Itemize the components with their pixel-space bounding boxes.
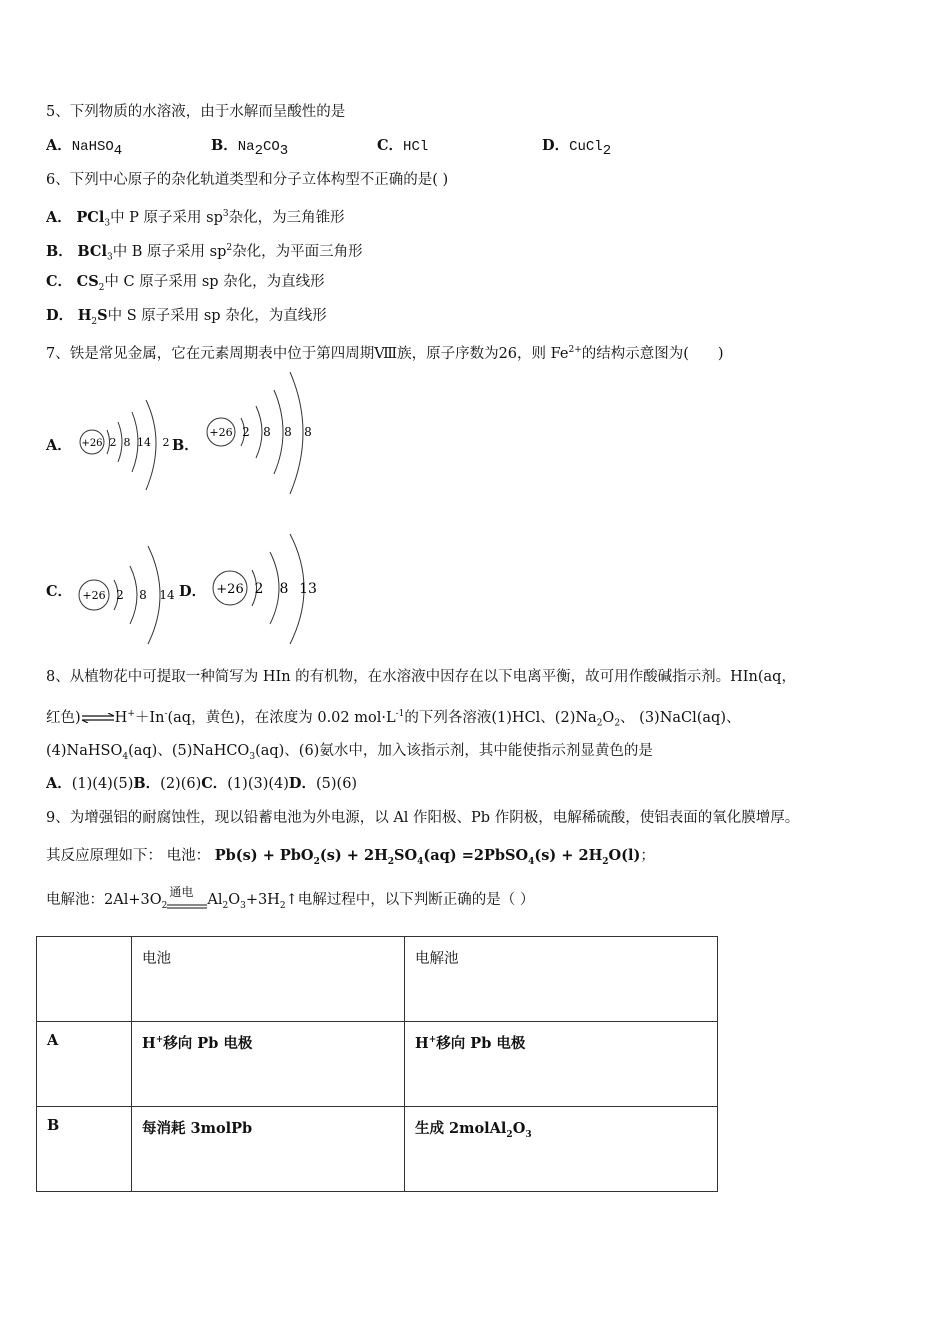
q7-option-a-letter: A．: [46, 437, 72, 454]
svg-text:+26: +26: [209, 426, 233, 439]
table-cell: B: [37, 1107, 132, 1192]
q5-stem: 5、下列物质的水溶液，由于水解而呈酸性的是: [46, 104, 346, 120]
table-cell: H+移向 Pb 电极: [132, 1022, 405, 1107]
q7-option-c-letter: C．: [46, 583, 73, 600]
svg-text:2: 2: [116, 588, 124, 602]
svg-text:2: 2: [109, 436, 117, 449]
svg-text:+26: +26: [82, 589, 106, 602]
electrolysis-arrow: 通电: [169, 884, 194, 899]
svg-text:+26: +26: [81, 438, 103, 449]
q7-option-d-letter: D．: [179, 583, 207, 600]
q6-option-d: D． $H_2S$中 S 原子采用 sp 杂化，为直线形: [46, 307, 327, 327]
svg-text:8: 8: [139, 588, 147, 602]
table-header-cell: [37, 937, 132, 1022]
table-row: [37, 1107, 718, 1192]
q5-option-a: A．NaHSO$_4$: [46, 137, 123, 159]
table-cell: 生成 $2molAl_2O_3$: [405, 1107, 718, 1192]
table-cell: 每消耗 3molPb: [132, 1107, 405, 1192]
table-cell: A: [37, 1022, 132, 1107]
svg-text:14: 14: [159, 588, 175, 602]
svg-text:2: 2: [254, 581, 264, 597]
q9-line2: 其反应原理如下： 电池： $Pb(s) + PbO_2(s) + 2H_2SO_4(aq)$ =2PbSO$_4$(s) + $2H_2O(l)$；: [46, 847, 655, 867]
svg-text:14: 14: [137, 436, 151, 449]
q9-line1: 9、为增强铝的耐腐蚀性，现以铅蓄电池为外电源，以 Al 作阳极、Pb 作阴极，电解稀硫酸，使铝表面的氧化膜增厚。: [46, 810, 800, 826]
q9-line3: 电解池：$2Al+3O_2$ 通电 $Al_2O_3+3H_2↑$电解过程中，以下判断正确的是（ ）: [46, 890, 534, 916]
svg-text:8: 8: [123, 436, 131, 449]
q5-option-d: D．CuCl$_2$: [542, 137, 612, 159]
table-header-cell: 电池: [132, 937, 405, 1022]
q6-stem: 6、下列中心原子的杂化轨道类型和分子立体构型不正确的是( ): [46, 172, 449, 188]
q7-diagram-a: [74, 385, 174, 500]
svg-text:8: 8: [304, 425, 312, 439]
q5-option-c: C．HCl: [377, 137, 429, 155]
q5-option-b: B．$Na_2CO_3$: [211, 137, 289, 159]
svg-text:+26: +26: [216, 582, 244, 597]
table-header-row: [37, 937, 718, 1022]
svg-text:2: 2: [242, 425, 250, 439]
svg-text:13: 13: [299, 581, 317, 597]
q7-option-b-letter: B．: [172, 437, 199, 454]
q8-line3: (4)NaHSO$_4$(aq)、(5)NaHCO$_3$(aq)、(6)氨水中，加入该指示剂，其中能使指示剂显黄色的是: [46, 743, 653, 762]
q7-diagram-c: [76, 538, 180, 650]
q8-line1: 8、从植物花中可提取一种简写为 HIn 的有机物，在水溶液中因存在以下电离平衡，故可用作酸碱指示剂。HIn(aq，: [46, 669, 796, 685]
table-header-cell: 电解池: [405, 937, 718, 1022]
q8-options: A．(1)(4)(5)B．(2)(6)C．(1)(3)(4)D．(5)(6): [46, 775, 358, 792]
q6-option-a: A． PCl$_3$中 P 原子采用 $sp^3$杂化，为三角锥形: [46, 208, 345, 229]
q7-diagram-d: [208, 530, 323, 648]
table-row: [37, 1022, 718, 1107]
svg-text:8: 8: [284, 425, 292, 439]
q9-table: [36, 936, 718, 1192]
q7-diagram-b: [204, 368, 319, 498]
equilibrium-arrow-icon: [81, 713, 115, 723]
svg-text:8: 8: [279, 581, 289, 597]
svg-text:2: 2: [162, 436, 170, 449]
svg-text:8: 8: [263, 425, 271, 439]
table-cell: H+移向 Pb 电极: [405, 1022, 718, 1107]
q6-option-c: C． $CS_2$中 C 原子采用 sp 杂化，为直线形: [46, 273, 325, 293]
q6-option-b: B． BCl$_3$中 B 原子采用 $sp^2$杂化，为平面三角形: [46, 242, 363, 263]
q8-line2: 红色) H+＋In-(aq，黄色)，在浓度为 0.02 $mol\cdot L^{-1}$的下列各溶液(1)HCl、$(2)Na_2O_2$、 (3)NaCl(aq)、: [46, 709, 741, 729]
q7-stem: 7、铁是常见金属，它在元素周期表中位于第四周期Ⅷ族，原子序数为26，则 $Fe^{2+}$的结构示意图为( ): [46, 345, 724, 362]
